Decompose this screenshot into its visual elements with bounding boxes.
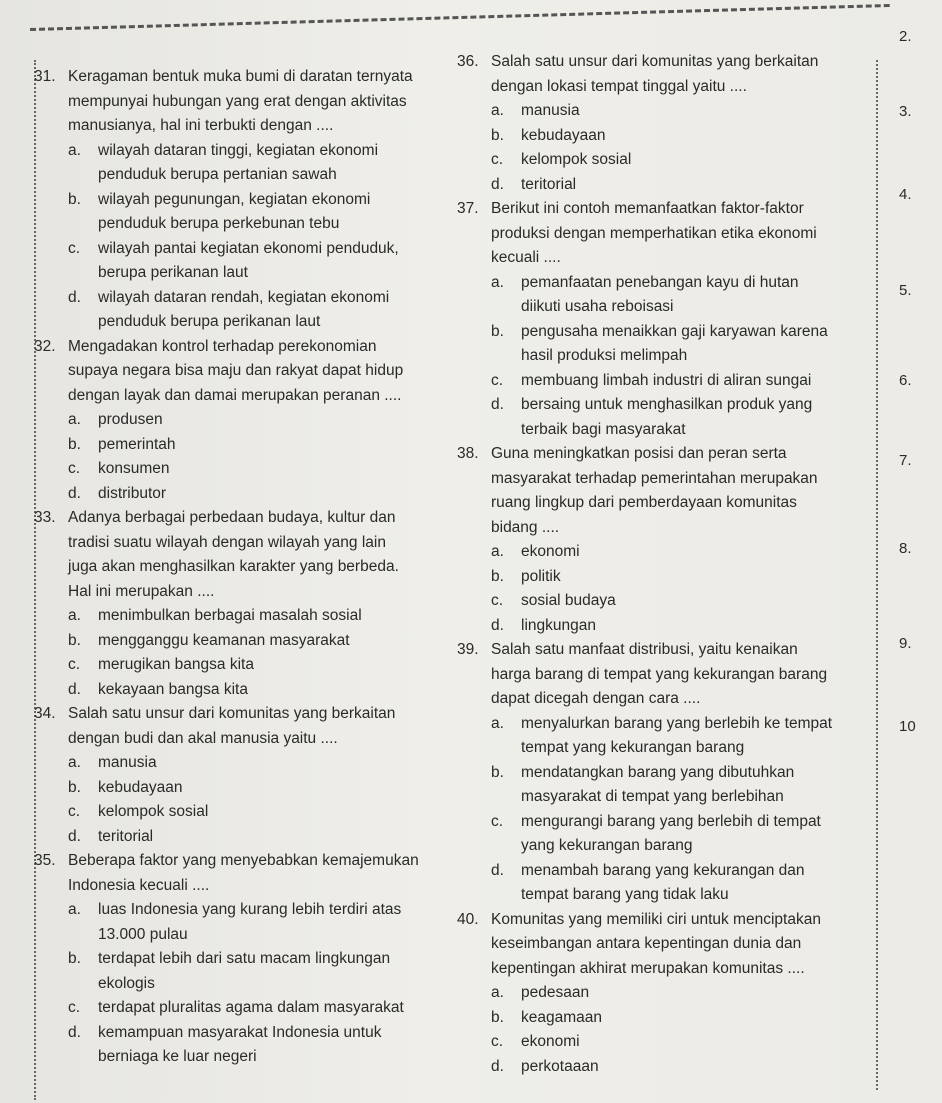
option-text: membuang limbah industri di aliran sungai [521,371,812,389]
question-stem [457,908,887,933]
question-q35 [34,849,454,1070]
option-text: manusia [521,102,580,119]
question-number: 9. [899,635,912,652]
question-stem [34,874,454,899]
question-stem [34,65,454,90]
answer-option[interactable] [457,810,887,835]
option-text: tempat barang yang tidak laku [521,886,729,903]
question-stem [34,335,454,360]
option-letter: d. [68,1023,81,1041]
question-q40 [457,908,887,1080]
answer-option[interactable] [34,800,454,825]
option-letter: c. [491,812,504,830]
answer-option[interactable] [457,565,887,590]
option-text: menimbulkan berbagai masalah sosial [98,607,362,624]
question-stem [457,516,887,541]
question-stem [34,506,454,531]
option-letter: d. [68,484,81,502]
question-stem [457,197,887,222]
answer-option[interactable] [457,393,887,418]
answer-option[interactable] [457,124,887,149]
option-letter: a. [491,273,504,291]
question-stem [34,531,454,556]
right-column-cut [895,0,942,1103]
answer-option[interactable] [457,1055,887,1080]
option-text: masyarakat di tempat yang berlebihan [521,788,784,805]
option-text: 13.000 pulau [98,925,188,943]
option-text: perkotaaan [521,1057,599,1075]
question-stem [34,849,454,874]
question-number: 38. [457,445,479,462]
question-stem-line: bidang .... [491,518,560,536]
question-q34 [34,702,454,849]
answer-option[interactable] [34,1021,454,1046]
option-text: wilayah pantai kegiatan ekonomi penduduk, [98,239,399,257]
question-stem-line: Mengadakan kontrol terhadap perekonomian [68,337,377,355]
answer-option[interactable] [457,712,887,737]
question-number: 5. [899,282,912,299]
option-text: produsen [98,411,163,428]
answer-option[interactable] [34,286,454,311]
option-text: terdapat lebih dari satu macam lingkungan [98,950,391,967]
question-stem [457,932,887,957]
option-text: kelompok sosial [521,151,632,168]
question-stem [34,384,454,409]
option-text: berupa perikanan laut [98,264,248,281]
question-stem [457,75,887,100]
option-text: kekayaan bangsa kita [98,680,248,698]
answer-option[interactable] [34,629,454,654]
question-number: 6. [899,372,912,389]
answer-option[interactable] [34,457,454,482]
answer-option[interactable] [34,947,454,972]
question-number: 35. [34,852,56,869]
option-text: merugikan bangsa kita [98,656,254,673]
question-stem-line: mempunyai hubungan yang erat dengan aktivitas [68,92,407,110]
question-stem-line: juga akan menghasilkan karakter yang berbeda. [68,558,399,575]
option-letter: d. [68,827,81,845]
option-text: bersaing untuk menghasilkan produk yang [521,396,813,413]
option-letter: d. [68,288,81,306]
option-letter: b. [68,435,81,453]
question-stem-line: kepentingan akhirat merupakan komunitas .... [491,959,805,977]
question-stem-line: keseimbangan antara kepentingan dunia dan [491,935,802,952]
option-letter: a. [491,102,504,119]
answer-option[interactable] [34,751,454,776]
question-stem-line: Hal ini merupakan .... [68,582,215,600]
question-stem [34,114,454,139]
option-letter: c. [491,371,504,389]
option-text: kebudayaan [521,126,606,144]
option-letter: b. [68,190,81,208]
question-number: 36. [457,53,479,70]
answer-option[interactable] [457,589,887,614]
answer-option[interactable] [34,678,454,703]
question-stem [457,246,887,271]
question-stem-line: dengan layak dan damai merupakan peranan .... [68,386,402,404]
answer-option[interactable] [34,139,454,164]
option-text: kebudayaan [98,778,183,796]
option-text: diikuti usaha reboisasi [521,298,674,315]
option-letter: b. [68,778,81,796]
option-letter: c. [68,460,81,477]
answer-option[interactable] [34,653,454,678]
option-text: distributor [98,484,167,502]
question-stem-line: Adanya berbagai perbedaan budaya, kultur dan [68,509,396,526]
option-text: ekonomi [521,543,580,560]
question-stem [34,727,454,752]
option-text: kemampuan masyarakat Indonesia untuk [98,1023,382,1041]
option-text: penduduk berupa pertanian sawah [98,166,337,183]
answer-option[interactable] [34,212,454,237]
answer-option[interactable] [34,433,454,458]
option-text: pedesaan [521,984,590,1001]
answer-option[interactable] [34,923,454,948]
left-column [34,65,454,1070]
option-text: wilayah dataran rendah, kegiatan ekonomi [98,288,390,306]
option-text: hasil produksi melimpah [521,347,688,364]
option-letter: c. [68,803,81,820]
option-letter: b. [68,631,81,649]
option-text: penduduk berupa perkebunan tebu [98,215,340,232]
option-letter: d. [491,175,504,193]
question-stem-line: Salah satu unsur dari komunitas yang berkaitan [68,705,396,722]
question-number: 10 [899,718,916,735]
option-letter: c. [491,1033,504,1050]
answer-option[interactable] [34,1045,454,1070]
answer-option[interactable] [34,408,454,433]
option-text: wilayah dataran tinggi, kegiatan ekonomi [98,141,379,159]
question-stem-line: kecuali .... [491,249,561,266]
option-text: pengusaha menaikkan gaji karyawan karena [521,322,828,340]
answer-option[interactable] [34,825,454,850]
question-q37 [457,197,887,442]
question-stem [34,702,454,727]
question-q33 [34,506,454,702]
answer-option[interactable] [34,163,454,188]
answer-option[interactable] [457,271,887,296]
answer-option[interactable] [457,1006,887,1031]
option-text: manusia [98,754,157,771]
option-text: terbaik bagi masyarakat [521,420,686,438]
question-q32 [34,335,454,507]
option-text: menyalurkan barang yang berlebih ke tempat [521,714,833,732]
option-letter: b. [491,322,504,340]
option-text: konsumen [98,460,170,477]
answer-option[interactable] [457,834,887,859]
question-stem-line: Salah satu manfaat distribusi, yaitu kenaikan [491,641,798,658]
answer-option[interactable] [34,237,454,262]
option-text: wilayah pegunungan, kegiatan ekonomi [98,190,371,208]
option-letter: c. [491,151,504,168]
middle-column [457,50,887,1079]
question-number: 40. [457,910,479,928]
question-number: 33. [34,509,56,526]
answer-option[interactable] [34,261,454,286]
answer-option[interactable] [457,859,887,884]
question-stem [457,638,887,663]
answer-option[interactable] [457,173,887,198]
answer-option[interactable] [457,418,887,443]
option-letter: a. [68,411,81,428]
option-text: luas Indonesia yang kurang lebih terdiri atas [98,901,402,918]
option-letter: a. [491,714,504,732]
option-text: menambah barang yang kekurangan dan [521,861,805,879]
question-stem-line: manusianya, hal ini terbukti dengan .... [68,117,334,134]
question-number: 3. [899,103,912,120]
option-letter: b. [491,1008,504,1026]
option-text: pemanfaatan penebangan kayu di hutan [521,273,799,291]
option-text: terdapat pluralitas agama dalam masyarakat [98,999,404,1016]
option-letter: d. [491,1057,504,1075]
option-letter: a. [491,543,504,560]
option-letter: d. [491,616,504,634]
option-letter: a. [68,901,81,918]
answer-option[interactable] [457,785,887,810]
question-q38 [457,442,887,638]
option-text: berniaga ke luar negeri [98,1048,257,1065]
answer-option[interactable] [457,295,887,320]
answer-option[interactable] [457,99,887,124]
answer-option[interactable] [34,776,454,801]
option-letter: c. [68,239,81,257]
option-letter: b. [491,126,504,144]
option-text: mengganggu keamanan masyarakat [98,631,350,649]
question-number: 2. [899,28,912,45]
answer-option[interactable] [457,320,887,345]
question-stem [457,491,887,516]
answer-option[interactable] [457,736,887,761]
option-letter: a. [68,754,81,771]
option-text: mengurangi barang yang berlebih di tempat [521,812,821,830]
question-stem [34,90,454,115]
option-letter: a. [68,141,81,159]
answer-option[interactable] [34,898,454,923]
option-text: keagamaan [521,1008,603,1026]
question-number: 7. [899,452,912,469]
answer-option[interactable] [457,369,887,394]
option-letter: d. [491,396,504,413]
option-text: kelompok sosial [98,803,209,820]
question-stem-line: Beberapa faktor yang menyebabkan kemajemukan [68,852,419,869]
option-letter: c. [68,999,81,1016]
question-q39 [457,638,887,908]
question-q31 [34,65,454,335]
question-stem [457,467,887,492]
option-text: lingkungan [521,616,596,634]
question-stem [457,442,887,467]
question-number: 39. [457,641,479,658]
question-stem [457,222,887,247]
answer-option[interactable] [457,1030,887,1055]
question-stem-line: dapat dicegah dengan cara .... [491,690,701,707]
question-stem [34,555,454,580]
dashed-cut-line [30,4,890,31]
answer-option[interactable] [34,310,454,335]
question-stem-line: ruang lingkup dari pemberdayaan komunitas [491,494,797,511]
answer-option[interactable] [34,996,454,1021]
option-text: ekonomi [521,1033,580,1050]
option-letter: b. [491,763,504,781]
question-stem [34,580,454,605]
option-text: pemerintah [98,435,176,453]
question-stem [34,359,454,384]
answer-option[interactable] [34,604,454,629]
option-text: teritorial [98,827,154,845]
option-letter: d. [68,680,81,698]
question-stem-line: Keragaman bentuk muka bumi di daratan ternyata [68,68,413,85]
option-letter: b. [68,950,81,967]
option-letter: c. [68,656,81,673]
question-number: 34. [34,705,56,722]
question-stem-line: masyarakat terhadap pemerintahan merupakan [491,469,818,487]
answer-option[interactable] [457,540,887,565]
answer-option[interactable] [457,981,887,1006]
answer-option[interactable] [34,482,454,507]
option-letter: d. [491,861,504,879]
question-stem [457,663,887,688]
question-stem [457,687,887,712]
question-number: 4. [899,186,912,203]
option-letter: a. [68,607,81,624]
question-stem-line: dengan budi dan akal manusia yaitu .... [68,729,338,747]
question-stem-line: harga barang di tempat yang kekurangan barang [491,665,828,683]
option-text: yang kekurangan barang [521,837,693,854]
option-letter: b. [491,567,504,585]
question-stem-line: supaya negara bisa maju dan rakyat dapat hidup [68,362,404,379]
option-letter: c. [491,592,504,609]
question-number: 31. [34,68,56,85]
question-stem-line: dengan lokasi tempat tinggal yaitu .... [491,77,747,95]
question-stem-line: Komunitas yang memiliki ciri untuk menciptakan [491,910,821,928]
answer-option[interactable] [457,761,887,786]
option-text: teritorial [521,175,577,193]
question-stem-line: Salah satu unsur dari komunitas yang berkaitan [491,53,819,70]
question-stem-line: Indonesia kecuali .... [68,876,210,894]
answer-option[interactable] [457,614,887,639]
question-stem-line: Berikut ini contoh memanfaatkan faktor-faktor [491,200,804,217]
question-stem-line: Guna meningkatkan posisi dan peran serta [491,445,787,462]
question-stem-line: produksi dengan memperhatikan etika ekonomi [491,224,817,242]
option-text: penduduk berupa perikanan laut [98,313,321,330]
option-text: sosial budaya [521,592,616,609]
answer-option[interactable] [457,883,887,908]
option-text: ekologis [98,974,155,992]
question-stem [457,50,887,75]
question-stem [457,957,887,982]
question-stem-line: tradisi suatu wilayah dengan wilayah yang lain [68,533,386,551]
question-number: 37. [457,200,479,217]
question-q36 [457,50,887,197]
question-number: 8. [899,540,912,557]
option-text: mendatangkan barang yang dibutuhkan [521,763,795,781]
answer-option[interactable] [34,972,454,997]
answer-option[interactable] [34,188,454,213]
option-letter: a. [491,984,504,1001]
question-number: 32. [34,337,56,355]
answer-option[interactable] [457,344,887,369]
option-text: tempat yang kekurangan barang [521,739,745,756]
option-text: politik [521,567,561,585]
answer-option[interactable] [457,148,887,173]
